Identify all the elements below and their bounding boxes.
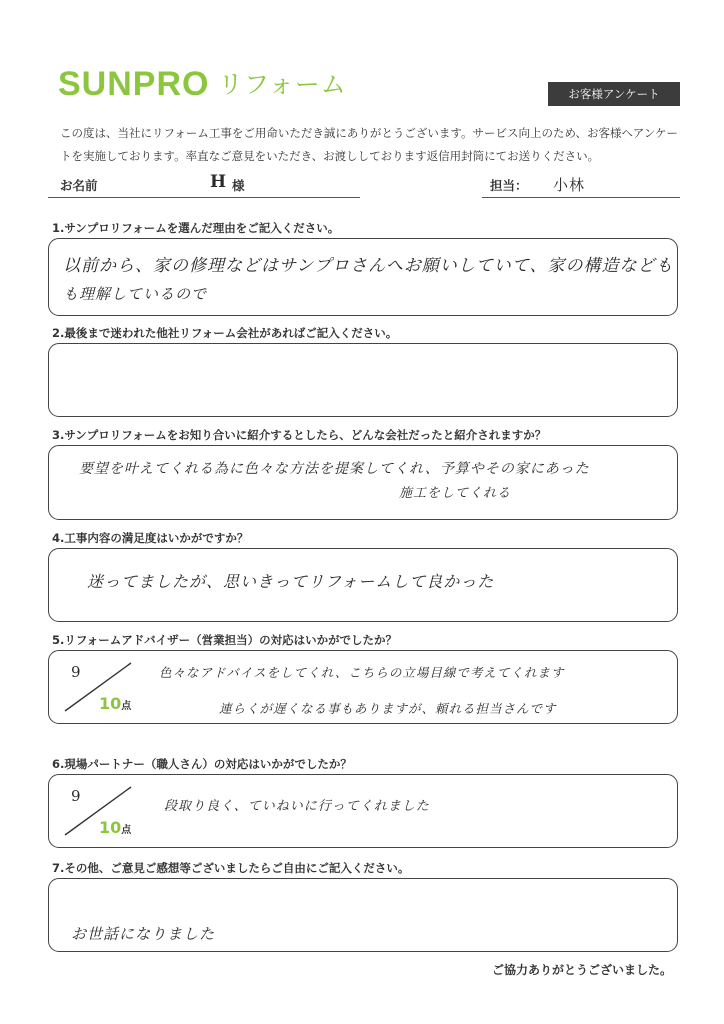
- staff-label: 担当：: [490, 178, 528, 193]
- staff-underline: [482, 197, 680, 198]
- intro-line-2: トを実施しております。率直なご意見をいただき、お渡ししております返信用封筒にてお送りください。: [60, 149, 600, 163]
- answer-3-line-1: 要望を叶えてくれる為に色々な方法を提案してくれ、予算やその家にあった: [79, 461, 590, 477]
- name-label: お名前: [60, 178, 98, 193]
- question-7-title: 7.その他、ご意見ご感想等ございましたらご自由にご記入ください。: [52, 861, 410, 875]
- score-max-6: [99, 819, 131, 840]
- score-max-5: [99, 695, 131, 716]
- survey-badge: お客様アンケート: [548, 82, 680, 106]
- question-5-title: 5.リフォームアドバイザー（営業担当）の対応はいかがでしたか？: [52, 633, 398, 647]
- name-underline: [48, 197, 360, 198]
- logo-sunpro: SUNPRO: [58, 65, 210, 103]
- intro-text: [60, 122, 682, 168]
- score-max-value-5: 10: [99, 694, 122, 713]
- name-suffix: 様: [232, 178, 245, 193]
- answer-box-1: [48, 238, 678, 316]
- answer-7-line-1: お世話になりました: [71, 925, 216, 943]
- score-unit-5: 点: [121, 701, 132, 712]
- question-2-title: 2.最後まで迷われた他社リフォーム会社があればご記入ください。: [52, 326, 398, 340]
- answer-3-line-2: 施工をしてくれる: [399, 486, 512, 501]
- thanks-text: ご協力ありがとうございました。: [491, 963, 672, 977]
- logo-reform: リフォーム: [218, 70, 347, 99]
- answer-1-line-1: 以前から、家の修理などはサンプロさんへお願いしていて、家の構造なども: [63, 256, 674, 276]
- answer-box-7: [48, 878, 678, 952]
- question-3-title: 3.サンプロリフォームをお知り合いに紹介するとしたら、どんな会社だったと紹介されますか？: [52, 428, 547, 442]
- score-unit-6: 点: [121, 825, 132, 836]
- question-1-title: 1.サンプロリフォームを選んだ理由をご記入ください。: [52, 221, 340, 235]
- staff-value: 小林: [553, 176, 586, 194]
- answer-box-2: [48, 343, 678, 417]
- name-value: H: [210, 172, 228, 192]
- score-value-6: 9: [71, 787, 82, 805]
- answer-box-6: [48, 774, 678, 848]
- answer-6-line-1: 段取り良く、ていねいに行ってくれました: [164, 799, 430, 814]
- answer-4-line-1: 迷ってましたが、思いきってリフォームして良かった: [87, 572, 495, 591]
- question-6-title: 6.現場パートナー（職人さん）の対応はいかがでしたか？: [52, 757, 352, 771]
- answer-5-line-1: 色々なアドバイスをしてくれ、こちらの立場目線で考えてくれます: [159, 665, 565, 680]
- answer-5-line-2: 連らくが遅くなる事もありますが、頼れる担当さんです: [219, 701, 557, 716]
- score-box-6: [59, 783, 139, 841]
- answer-box-3: [48, 445, 678, 520]
- score-value-5: 9: [71, 663, 82, 681]
- answer-box-4: [48, 548, 678, 622]
- score-max-value-6: 10: [99, 818, 122, 837]
- answer-box-5: [48, 650, 678, 724]
- score-box-5: [59, 659, 139, 717]
- intro-line-1: この度は、当社にリフォーム工事をご用命いただき誠にありがとうございます。サービス向上のため、お客様へアンケー: [60, 126, 679, 140]
- question-4-title: 4.工事内容の満足度はいかがですか？: [52, 531, 249, 545]
- answer-1-line-2: も理解しているので: [63, 285, 208, 303]
